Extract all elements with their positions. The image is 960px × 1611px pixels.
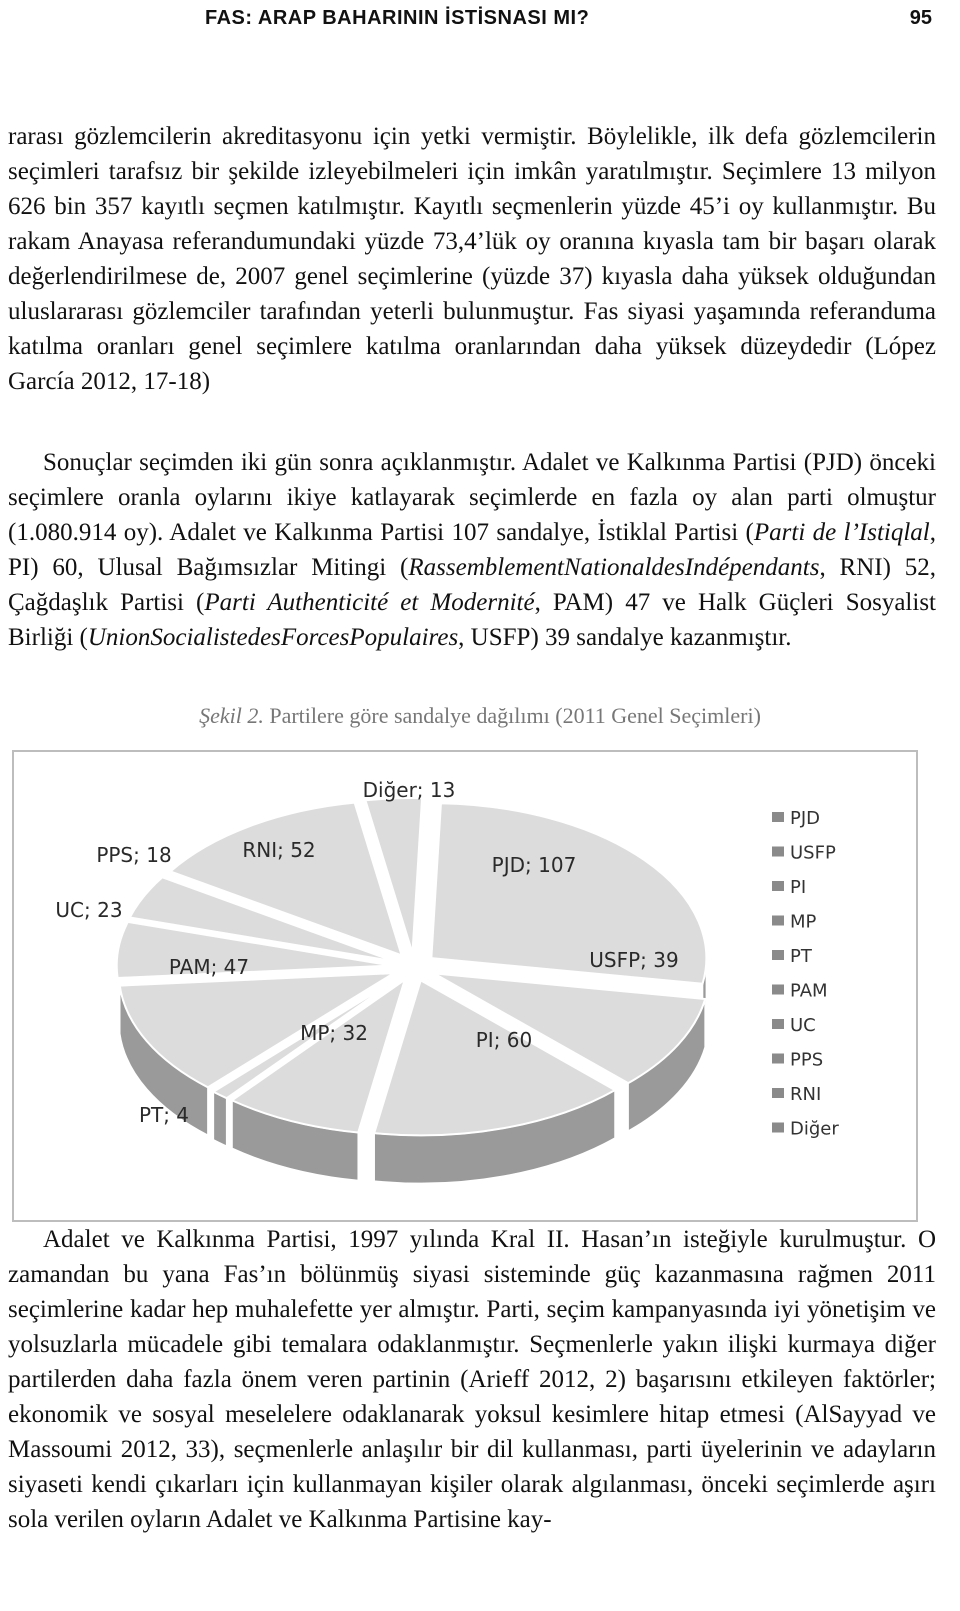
paragraph-2-italic-1: Parti de l’Istiqlal	[753, 519, 930, 546]
legend-marker-pam	[772, 985, 784, 995]
paragraph-2	[8, 445, 936, 655]
legend-marker-mp	[772, 916, 784, 926]
pie-label-pam: PAM; 47	[168, 955, 250, 979]
pie-label-rni: RNI; 52	[242, 838, 316, 862]
legend-marker-uc	[772, 1019, 784, 1029]
paragraph-3	[8, 1222, 936, 1537]
legend-label-pt: PT	[790, 946, 812, 967]
figure-number: Şekil 2.	[199, 703, 264, 728]
paragraph-3-text: Adalet ve Kalkınma Partisi, 1997 yılında Kral II. Hasan’ın isteğiyle kurulmuştur. O zamandan bu yana Fas’ın bölünmüş siyasi sisteminde güç kazanmasına rağmen 2011 seçimlerine kadar hep muhalefette yer almıştır. Parti, seçim kampanyasında iyi yönetişim ve yolsuzlarla mücadele gibi temalara odaklanmıştır. Seçmenlerle yakın ilişki kurmaya diğer partilerden daha fazla önem veren partinin (Arieff 2012, 2) başarısını etkileyen faktörler; ekonomik ve sosyal meselelere odaklanarak yoksul kesimlere hitap etmesi (AlSayyad ve Massoumi 2012, 33), seçmenlerle anlaşılır bir dil kullanması, parti üyelerinin ve adayların siyaseti kendi çıkarları için kullanmayan kişiler olarak algılanması, önceki seçimlerde aşırı sola verilen oyların Adalet ve Kalkınma Partisine kay-	[8, 1226, 936, 1533]
running-header	[0, 0, 960, 40]
legend-marker-diğer	[772, 1123, 784, 1133]
pie-label-pps: PPS; 18	[96, 843, 172, 867]
legend-label-mp: MP	[790, 911, 817, 933]
pie-chart	[14, 752, 916, 1220]
paragraph-1-text: rarası gözlemcilerin akreditasyonu için yetki vermiştir. Böylelikle, ilk defa gözlemcilerin seçimleri tarafsız bir şekilde izleyebilmeleri için imkân yaratılmıştır. Seçimlere 13 milyon 626 bin 357 kayıtlı seçmen katılmıştır. Kayıtlı seçmenlerin yüzde 45’i oy kullanmıştır. Bu rakam Anayasa referandumundaki yüzde 73,4’lük oy oranına kıyasla tam bir başarı olarak değerlendirilmese de, 2007 genel seçimlerine (yüzde 37) kıyasla daha yüksek olduğundan uluslararası gözlemciler tarafından yeterli bulunmuştur. Fas siyasi yaşamında referanduma katılma oranları genel seçimlere katılma oranlarından daha yüksek düzeydedir (López García 2012, 17-18)	[8, 123, 936, 395]
legend-marker-pi	[772, 881, 784, 891]
paragraph-2-italic-3: Parti Authenticité et Modernité	[204, 589, 535, 616]
chart-legend	[772, 808, 839, 1140]
page-number: 95	[909, 7, 932, 29]
legend-label-pam: PAM	[790, 980, 828, 1002]
legend-label-pjd: PJD	[790, 808, 821, 829]
pie-label-mp: MP; 32	[300, 1021, 368, 1045]
paragraph-2-part-2: , PI) 60, Ulusal Bağımsızlar Mitingi (	[8, 519, 936, 581]
legend-label-usfp: USFP	[790, 842, 836, 864]
legend-label-uc: UC	[790, 1015, 816, 1036]
pie-label-pt: PT; 4	[138, 1103, 190, 1127]
legend-label-diğer: Diğer	[790, 1118, 839, 1140]
paragraph-2-part-3: , RNI) 52, Çağdaşlık Partisi (	[8, 554, 936, 616]
pie-chart-figure	[12, 750, 918, 1222]
figure-caption-text: Partilere göre sandalye dağılımı (2011 Genel Seçimleri)	[263, 703, 761, 728]
paragraph-2-part-1: Sonuçlar seçimden iki gün sonra açıklanmıştır. Adalet ve Kalkınma Partisi (PJD) önceki seçimlere oranla oylarını ikiye katlayarak seçimlerde en fazla oy alan parti olmuştur (1.080.914 oy). Adalet ve Kalkınma Partisi 107 sandalye, İstiklal Partisi (	[8, 449, 936, 546]
paragraph-2-italic-2: RassemblementNationaldesIndépendants	[408, 554, 820, 581]
paragraph-2-italic-4: UnionSocialistedesForcesPopulaires	[87, 624, 459, 651]
pie-label-pjd: PJD; 107	[491, 853, 577, 877]
paragraph-2-part-5: , USFP) 39 sandalye kazanmıştır.	[458, 624, 792, 651]
legend-label-pps: PPS	[790, 1049, 824, 1071]
legend-label-pi: PI	[790, 877, 807, 898]
pie-label-usfp: USFP; 39	[589, 948, 679, 972]
legend-marker-pps	[772, 1054, 784, 1064]
pie-label-pi: PI; 60	[475, 1028, 533, 1052]
legend-marker-pt	[772, 950, 784, 960]
pie-label-uc: UC; 23	[55, 898, 123, 922]
pie-slice-side-pt	[213, 1092, 226, 1146]
paragraph-2-part-4: , PAM) 47 ve Halk Güçleri Sosyalist Birliği (	[8, 589, 936, 651]
running-title: FAS: ARAP BAHARININ İSTİSNASI MI?	[205, 7, 590, 29]
figure-caption	[0, 703, 960, 729]
legend-marker-usfp	[772, 847, 784, 857]
legend-label-rni: RNI	[790, 1084, 822, 1105]
legend-marker-rni	[772, 1088, 784, 1098]
legend-marker-pjd	[772, 812, 784, 822]
pie-label-diğer: Diğer; 13	[362, 778, 456, 802]
paragraph-1	[8, 119, 936, 399]
